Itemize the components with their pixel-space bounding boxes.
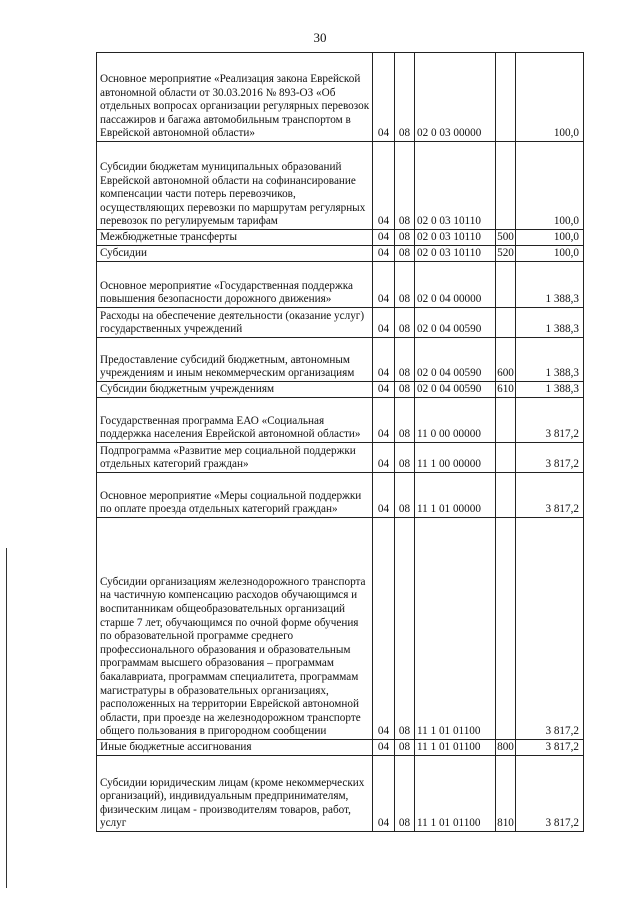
rz-code: 04 bbox=[373, 398, 395, 443]
csr-code: 02 0 03 10110 bbox=[415, 230, 496, 246]
csr-code: 11 1 01 01100 bbox=[415, 518, 496, 740]
csr-code: 11 1 01 01100 bbox=[415, 740, 496, 756]
rz-code: 04 bbox=[373, 142, 395, 230]
rz-code: 04 bbox=[373, 382, 395, 398]
amount: 3 817,2 bbox=[516, 740, 584, 756]
pr-code: 08 bbox=[395, 473, 415, 518]
table-row bbox=[97, 756, 584, 832]
amount: 3 817,2 bbox=[516, 756, 584, 832]
amount: 3 817,2 bbox=[516, 473, 584, 518]
csr-code: 11 1 01 00000 bbox=[415, 473, 496, 518]
pr-code: 08 bbox=[395, 338, 415, 382]
pr-code: 08 bbox=[395, 518, 415, 740]
table-row bbox=[97, 398, 584, 443]
rz-code: 04 bbox=[373, 443, 395, 473]
amount: 100,0 bbox=[516, 246, 584, 262]
vr-code: 500 bbox=[496, 230, 516, 246]
rz-code: 04 bbox=[373, 262, 395, 308]
rz-code: 04 bbox=[373, 308, 395, 338]
vr-code: 600 bbox=[496, 338, 516, 382]
table-row bbox=[97, 443, 584, 473]
rz-code: 04 bbox=[373, 740, 395, 756]
table-row bbox=[97, 338, 584, 382]
rz-code: 04 bbox=[373, 473, 395, 518]
rz-code: 04 bbox=[373, 246, 395, 262]
row-name: Государственная программа ЕАО «Социальная поддержка населения Еврейской автономной области» bbox=[97, 398, 373, 443]
pr-code: 08 bbox=[395, 53, 415, 142]
amount: 100,0 bbox=[516, 53, 584, 142]
csr-code: 11 1 01 01100 bbox=[415, 756, 496, 832]
vr-code bbox=[496, 443, 516, 473]
row-name: Субсидии юридическим лицам (кроме некоммерческих организаций), индивидуальным предпринимателям, физическим лицам - производителям товаров, работ, услуг bbox=[97, 756, 373, 832]
row-name: Основное мероприятие «Меры социальной поддержки по оплате проезда отдельных категорий граждан» bbox=[97, 473, 373, 518]
table-row bbox=[97, 382, 584, 398]
vr-code bbox=[496, 142, 516, 230]
csr-code: 02 0 03 10110 bbox=[415, 142, 496, 230]
csr-code: 02 0 04 00590 bbox=[415, 308, 496, 338]
vr-code bbox=[496, 518, 516, 740]
table-row bbox=[97, 142, 584, 230]
csr-code: 11 1 00 00000 bbox=[415, 443, 496, 473]
csr-code: 02 0 04 00590 bbox=[415, 382, 496, 398]
rz-code: 04 bbox=[373, 53, 395, 142]
pr-code: 08 bbox=[395, 308, 415, 338]
vr-code: 810 bbox=[496, 756, 516, 832]
rz-code: 04 bbox=[373, 518, 395, 740]
pr-code: 08 bbox=[395, 756, 415, 832]
rz-code: 04 bbox=[373, 338, 395, 382]
row-name: Основное мероприятие «Государственная поддержка повышения безопасности дорожного движения» bbox=[97, 262, 373, 308]
margin-line bbox=[6, 548, 7, 888]
pr-code: 08 bbox=[395, 382, 415, 398]
table-row bbox=[97, 308, 584, 338]
pr-code: 08 bbox=[395, 230, 415, 246]
row-name: Субсидии bbox=[97, 246, 373, 262]
vr-code bbox=[496, 308, 516, 338]
csr-code: 11 0 00 00000 bbox=[415, 398, 496, 443]
amount: 1 388,3 bbox=[516, 262, 584, 308]
table-row bbox=[97, 262, 584, 308]
amount: 100,0 bbox=[516, 230, 584, 246]
csr-code: 02 0 04 00000 bbox=[415, 262, 496, 308]
row-name: Субсидии бюджетным учреждениям bbox=[97, 382, 373, 398]
row-name: Предоставление субсидий бюджетным, автономным учреждениям и иным некоммерческим организациям bbox=[97, 338, 373, 382]
table-row bbox=[97, 740, 584, 756]
row-name: Расходы на обеспечение деятельности (оказание услуг) государственных учреждений bbox=[97, 308, 373, 338]
table-row bbox=[97, 473, 584, 518]
pr-code: 08 bbox=[395, 262, 415, 308]
amount: 1 388,3 bbox=[516, 338, 584, 382]
amount: 100,0 bbox=[516, 142, 584, 230]
budget-table bbox=[96, 52, 584, 832]
rz-code: 04 bbox=[373, 230, 395, 246]
vr-code bbox=[496, 398, 516, 443]
vr-code bbox=[496, 53, 516, 142]
pr-code: 08 bbox=[395, 246, 415, 262]
row-name: Подпрограмма «Развитие мер социальной поддержки отдельных категорий граждан» bbox=[97, 443, 373, 473]
amount: 3 817,2 bbox=[516, 518, 584, 740]
page-number: 30 bbox=[313, 30, 327, 45]
csr-code: 02 0 04 00590 bbox=[415, 338, 496, 382]
amount: 1 388,3 bbox=[516, 382, 584, 398]
table-row bbox=[97, 518, 584, 740]
table-row bbox=[97, 246, 584, 262]
vr-code: 520 bbox=[496, 246, 516, 262]
vr-code: 610 bbox=[496, 382, 516, 398]
rz-code: 04 bbox=[373, 756, 395, 832]
amount: 3 817,2 bbox=[516, 443, 584, 473]
row-name: Субсидии бюджетам муниципальных образований Еврейской автономной области на софинансирование компенсации части потерь перевозчиков, осуществляющих перевозки по маршрутам регулярных перевозок по регулируемым тарифам bbox=[97, 142, 373, 230]
pr-code: 08 bbox=[395, 443, 415, 473]
pr-code: 08 bbox=[395, 142, 415, 230]
row-name: Иные бюджетные ассигнования bbox=[97, 740, 373, 756]
row-name: Субсидии организациям железнодорожного транспорта на частичную компенсацию расходов обучающимся и воспитанникам общеобразовательных организаций старше 7 лет, обучающимся по очной форме обучения по образовательной программе среднего профессионального образования и образовательным программам высшего образования – программам бакалавриата, программам специалитета, программам магистратуры в образовательных организациях, расположенных на территории Еврейской автономной области, при проезде на железнодорожном транспорте общего пользования в пригородном сообщении bbox=[97, 518, 373, 740]
csr-code: 02 0 03 10110 bbox=[415, 246, 496, 262]
pr-code: 08 bbox=[395, 398, 415, 443]
row-name: Межбюджетные трансферты bbox=[97, 230, 373, 246]
csr-code: 02 0 03 00000 bbox=[415, 53, 496, 142]
vr-code bbox=[496, 262, 516, 308]
table-row bbox=[97, 230, 584, 246]
vr-code: 800 bbox=[496, 740, 516, 756]
vr-code bbox=[496, 473, 516, 518]
pr-code: 08 bbox=[395, 740, 415, 756]
table-row bbox=[97, 53, 584, 142]
amount: 1 388,3 bbox=[516, 308, 584, 338]
amount: 3 817,2 bbox=[516, 398, 584, 443]
row-name: Основное мероприятие «Реализация закона Еврейской автономной области от 30.03.2016 № 893-ОЗ «Об отдельных вопросах организации регулярных перевозок пассажиров и багажа автомобильным транспортом в Еврейской автономной области» bbox=[97, 53, 373, 142]
